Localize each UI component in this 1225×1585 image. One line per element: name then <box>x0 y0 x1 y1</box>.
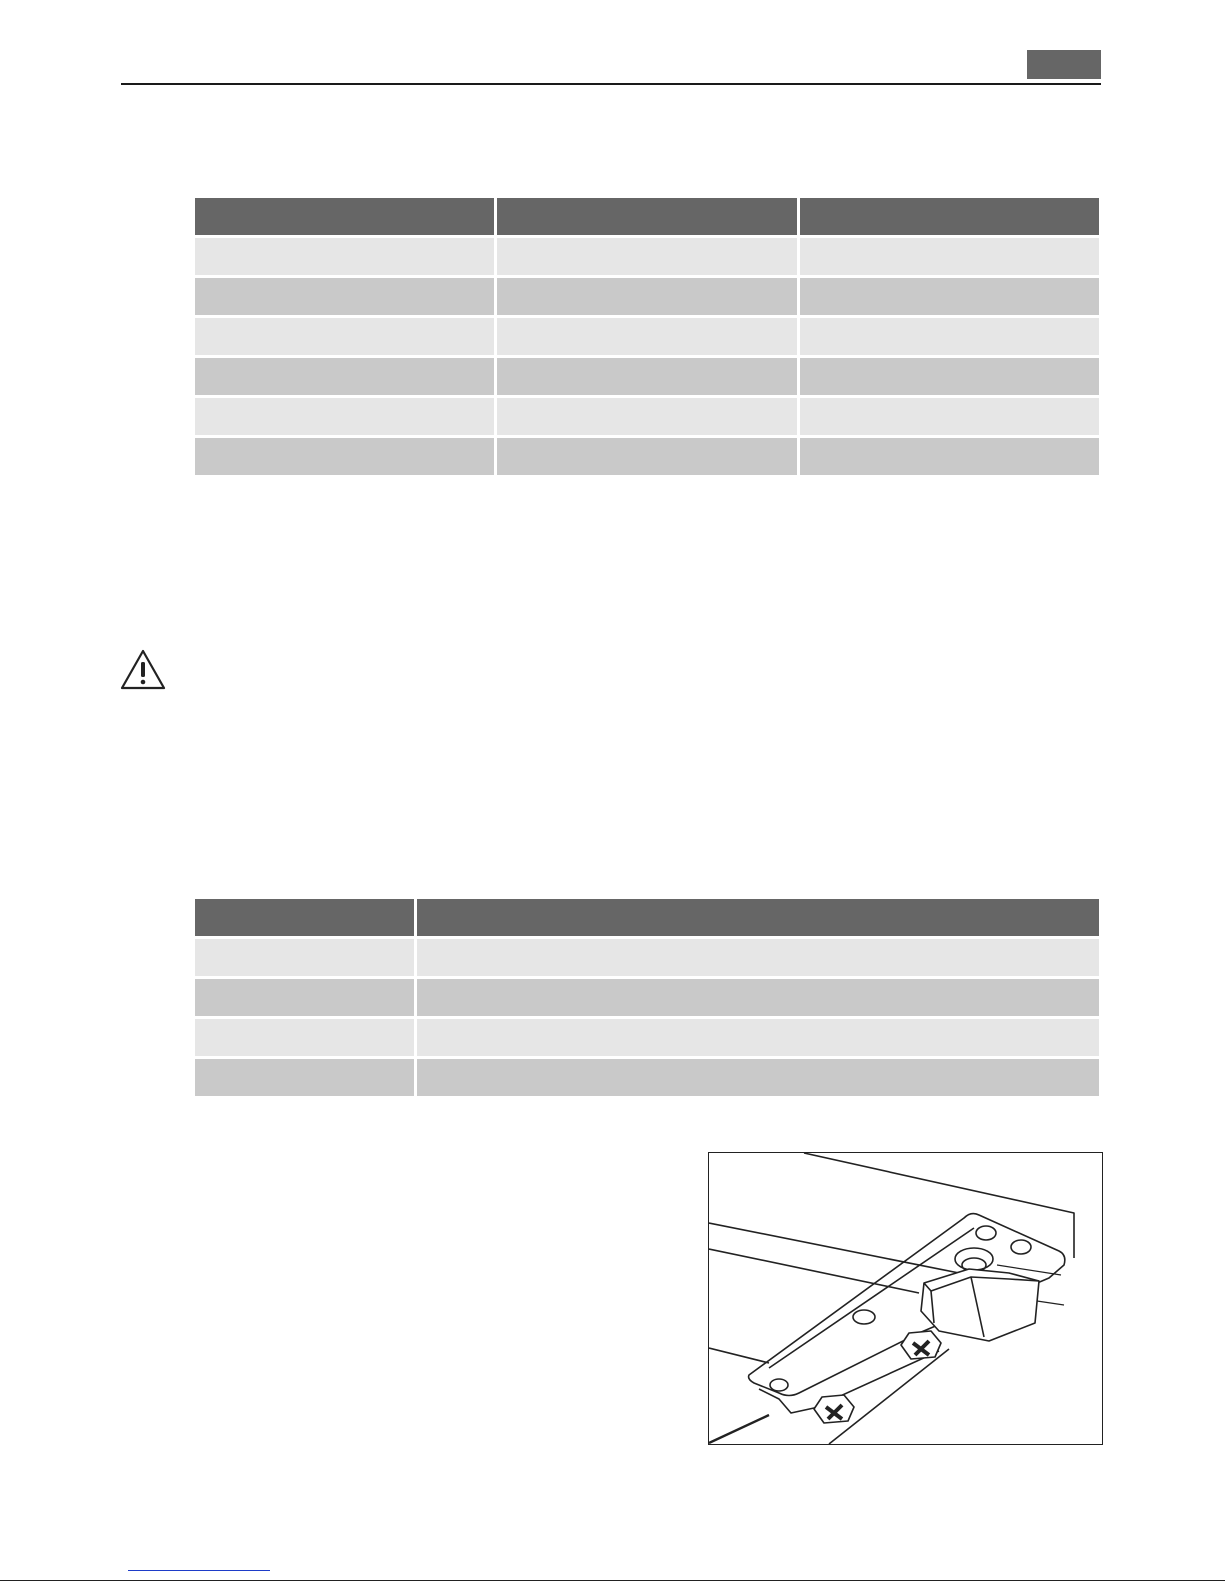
table-cell <box>195 939 414 976</box>
table-cell <box>195 398 494 435</box>
table-cell <box>800 358 1099 395</box>
table-cell <box>195 238 494 275</box>
table-cell <box>497 358 796 395</box>
table-cell <box>195 1019 414 1056</box>
header-rule <box>121 83 1101 85</box>
table-cell <box>800 318 1099 355</box>
table-header-cell <box>195 899 414 936</box>
table-row <box>195 939 1099 976</box>
table-header-cell <box>800 198 1099 235</box>
table-row <box>195 438 1099 475</box>
table-2 <box>192 896 1102 1099</box>
table-header-row <box>195 198 1099 235</box>
table-cell <box>195 438 494 475</box>
hinge-drawing <box>709 1153 1102 1444</box>
table-header-row <box>195 899 1099 936</box>
table-cell <box>195 278 494 315</box>
table-row <box>195 979 1099 1016</box>
table-cell <box>497 438 796 475</box>
table-row <box>195 278 1099 315</box>
table-header-cell <box>497 198 796 235</box>
footer-link-underline[interactable] <box>128 1570 270 1571</box>
table-row <box>195 318 1099 355</box>
table-header-cell <box>195 198 494 235</box>
warning-triangle-icon <box>120 649 166 691</box>
table-cell <box>417 979 1099 1016</box>
table-cell <box>195 318 494 355</box>
footer-rule <box>0 1580 1225 1581</box>
table-cell <box>800 398 1099 435</box>
hinge-illustration <box>708 1152 1103 1445</box>
table-cell <box>417 1019 1099 1056</box>
table-row <box>195 358 1099 395</box>
table-cell <box>497 318 796 355</box>
table-cell <box>497 398 796 435</box>
table-row <box>195 398 1099 435</box>
table-cell <box>195 979 414 1016</box>
table-header-cell <box>417 899 1099 936</box>
table-cell <box>417 1059 1099 1096</box>
table-cell <box>417 939 1099 976</box>
table-cell <box>497 238 796 275</box>
table-1 <box>192 195 1102 478</box>
table-cell <box>800 438 1099 475</box>
table-cell <box>800 278 1099 315</box>
table-row <box>195 238 1099 275</box>
table-cell <box>800 238 1099 275</box>
table-cell <box>497 278 796 315</box>
table-cell <box>195 358 494 395</box>
language-tab <box>1027 50 1101 79</box>
table-cell <box>195 1059 414 1096</box>
table-row <box>195 1019 1099 1056</box>
table-row <box>195 1059 1099 1096</box>
